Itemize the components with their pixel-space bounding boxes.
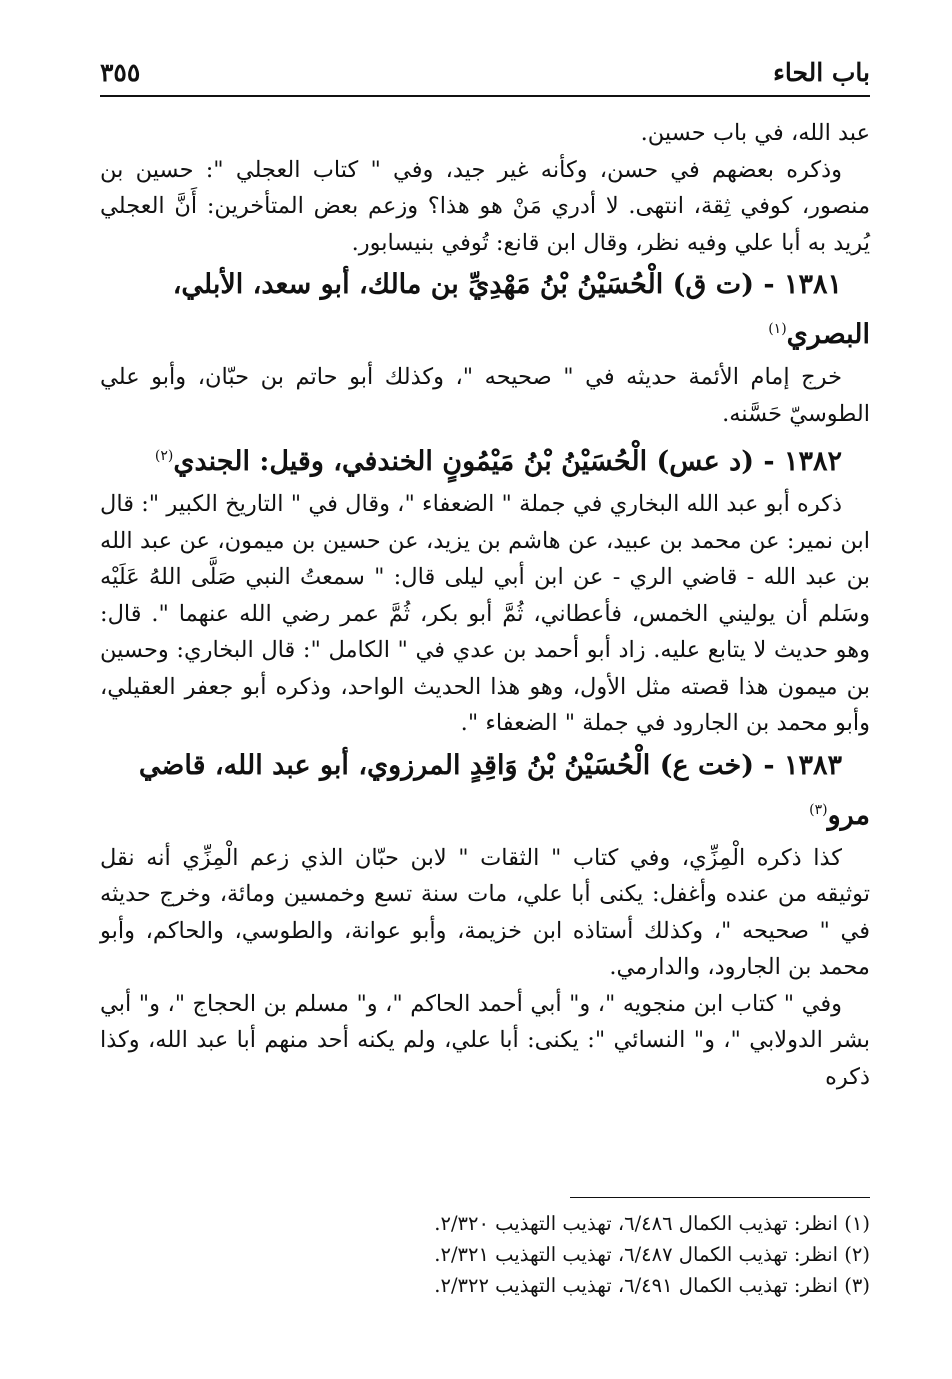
footnote-divider [570, 1197, 870, 1198]
footnote-marker: (٢) [154, 448, 174, 464]
footnote: (٣) انظر: تهذيب الكمال ٦/٤٩١، تهذيب التهذيب ٢/٣٢٢. [434, 1274, 870, 1297]
paragraph: خرج إمام الأئمة حديثه في " صحيحه "، وكذلك أبو حاتم بن حبّان، وأبو علي الطوسيّ حَسَّنه. [100, 364, 870, 427]
footnote-marker: (٣) [809, 801, 828, 818]
paragraph-continuation: عبد الله، في باب حسين. [640, 120, 870, 146]
entry-heading-1383 [100, 744, 870, 838]
footnote-marker: (١) [768, 321, 787, 337]
paragraph: وفي " كتاب ابن منجويه "، و" أبي أحمد الحاكم "، و" مسلم بن الحجاج "، و" أبي بشر الدولابي "، و" النسائي ": يكنى: أبا علي، ولم يكنه أحد منهم أبا عبد الله، وكذا ذكره [100, 990, 870, 1090]
entry-title: ١٣٨٢ - (د عس) الْحُسَيْنُ بْنُ مَيْمُونٍ الخندفي، وقيل: الجندي [173, 446, 842, 477]
footnote: (١) انظر: تهذيب الكمال ٦/٤٨٦، تهذيب التهذيب ٢/٣٢٠. [434, 1212, 870, 1235]
paragraph: وذكره بعضهم في حسن، وكأنه غير جيد، وفي " كتاب العجلي ": حسين بن منصور، كوفي ثِقة، انتهى. لا أدري مَنْ هو هذا؟ وزعم بعض المتأخرين: أَنَّ العجلي يُريد به أبا علي وفيه نظر، وقال ابن قانع: تُوفي بنيسابور. [100, 156, 870, 256]
entry-heading-1381 [100, 263, 870, 357]
entry-title: ١٣٨١ - (ت ق) الْحُسَيْنُ بْنُ مَهْدِيِّ بن مالك، أبو سعد، الأبلي، البصري [172, 269, 870, 350]
paragraph: كذا ذكره الْمِزِّي، وفي كتاب " الثقات " لابن حبّان الذي زعم الْمِزِّي أنه نقل توثيقه من عنده وأغفل: يكنى أبا علي، مات سنة تسع وخمسين ومائة، وخرج حديثه في " صحيحه "، وكذلك أستاذه ابن خزيمة، وأبو عوانة، والطوسي، والحاكم، وأبو محمد بن الجارود، والدارمي. [100, 844, 870, 980]
entry-title: ١٣٨٣ - (خت ع) الْحُسَيْنُ بْنُ وَاقِدٍ المرزوي، أبو عبد الله، قاضي مرو [138, 749, 870, 831]
footnotes [100, 1197, 870, 1301]
main-text [100, 115, 870, 1095]
chapter-title: باب الحاء [773, 58, 870, 87]
page-header [100, 58, 870, 97]
footnote: (٢) انظر: تهذيب الكمال ٦/٤٨٧، تهذيب التهذيب ٢/٣٢١. [434, 1243, 870, 1266]
paragraph: ذكره أبو عبد الله البخاري في جملة " الضعفاء "، وقال في " التاريخ الكبير ": قال ابن نمير: عن محمد بن عبيد، عن هاشم بن يزيد، عن حسين بن ميمون، عن عبد الله بن عبد الله - قاضي الري - عن ابن أبي ليلى قال: " سمعتُ النبي صَلَّى اللهُ عَلَيْه وسَلم أن يوليني الخمس، فأعطاني، ثُمَّ أبو بكر، ثُمَّ عمر رضي الله عنهما ". قال: وهو حديث لا يتابع عليه. زاد أبو أحمد بن عدي في " الكامل ": قال البخاري: وحسين بن ميمون هذا قصته مثل الأول، وهو هذا الحديث الواحد، وذكره أبو جعفر العقيلي، وأبو محمد بن الجارود في جملة " الضعفاء ". [100, 491, 870, 736]
entry-heading-1382 [100, 434, 870, 484]
page-number: ٣٥٥ [100, 58, 141, 87]
